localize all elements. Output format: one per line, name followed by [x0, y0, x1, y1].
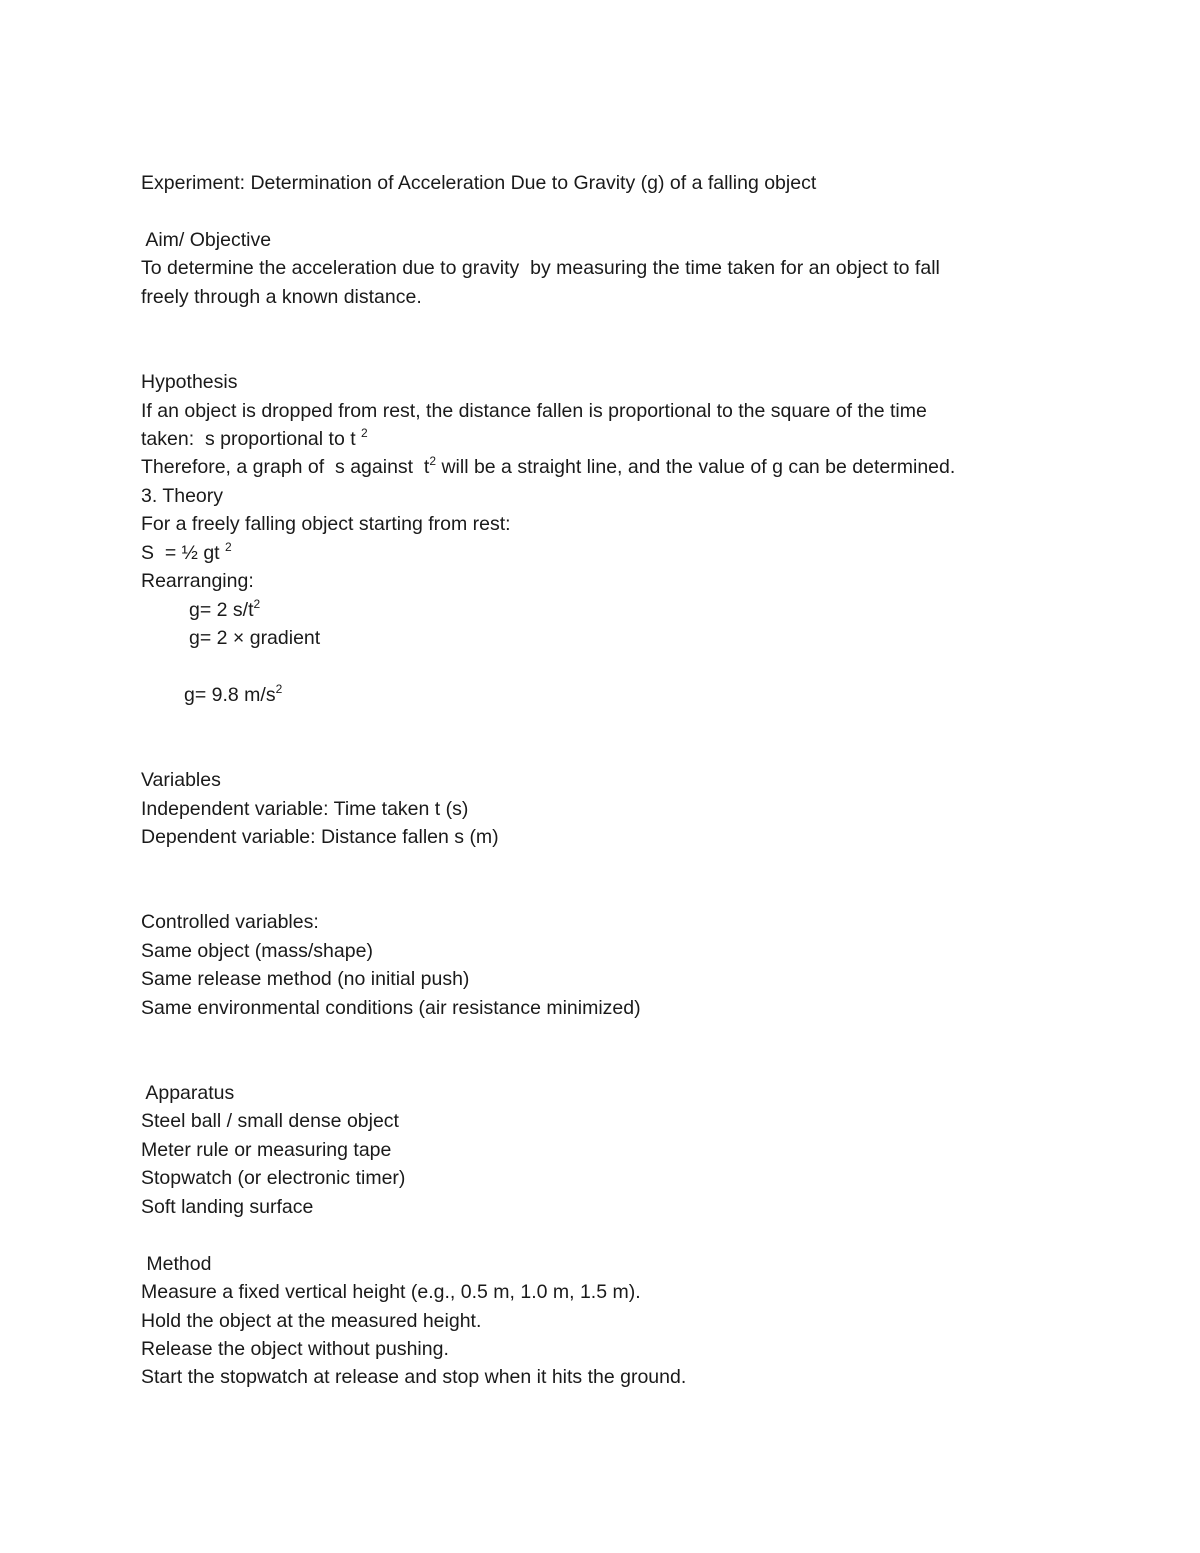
hypothesis-line-2: [141, 425, 1141, 453]
equation-2: [141, 596, 1141, 624]
spacer: [141, 852, 1141, 880]
apparatus-item: Stopwatch (or electronic timer): [141, 1167, 406, 1190]
rearranging-label: Rearranging:: [141, 570, 254, 593]
spacer: [141, 1221, 1141, 1249]
equation-2-text: g= 2 s/t: [189, 598, 254, 621]
superscript: 2: [429, 454, 437, 469]
method-step: Measure a fixed vertical height (e.g., 0.5 m, 1.0 m, 1.5 m).: [141, 1281, 641, 1304]
equation-3: g= 2 × gradient: [189, 627, 321, 649]
apparatus-heading: Apparatus: [141, 1082, 235, 1104]
spacer: [141, 1051, 1141, 1079]
method-step: Hold the object at the measured height.: [141, 1309, 482, 1332]
hypothesis-line-3a: Therefore, a graph of s against t: [141, 456, 430, 479]
spacer: [141, 1022, 1141, 1050]
method-step: Start the stopwatch at release and stop when it hits the ground.: [141, 1366, 687, 1389]
equation-1-text: S = ½ gt: [141, 541, 226, 564]
spacer: [141, 709, 1141, 737]
variables-heading: Variables: [141, 769, 221, 792]
dependent-variable: Dependent variable: Distance fallen s (m): [141, 826, 499, 849]
equation-4: [141, 681, 1141, 709]
spacer: [141, 340, 1141, 368]
hypothesis-line-3b: will be a straight line, and the value of g can be determined.: [436, 456, 956, 479]
superscript: 2: [361, 425, 368, 440]
theory-heading: 3. Theory: [141, 484, 224, 507]
apparatus-item: Steel ball / small dense object: [141, 1110, 399, 1133]
equation-4-text: g= 9.8 m/s: [184, 683, 276, 706]
spacer: [141, 880, 1141, 908]
hypothesis-line-2-text: taken: s proportional to t: [141, 427, 362, 450]
aim-heading: Aim/ Objective: [141, 228, 272, 251]
spacer: [141, 652, 1141, 680]
hypothesis-heading: Hypothesis: [141, 371, 238, 394]
aim-line-1: To determine the acceleration due to gravity by measuring the time taken for an object to fall: [141, 257, 940, 280]
spacer: [141, 197, 1141, 225]
document-title: Experiment: Determination of Acceleration Due to Gravity (g) of a falling object: [141, 172, 817, 194]
equation-1: [141, 539, 1141, 567]
controlled-item: Same environmental conditions (air resistance minimized): [141, 996, 641, 1019]
method-heading: Method: [141, 1252, 212, 1275]
controlled-item: Same object (mass/shape): [141, 939, 373, 962]
aim-line-2: freely through a known distance.: [141, 285, 422, 308]
superscript: 2: [225, 539, 232, 554]
apparatus-item: Meter rule or measuring tape: [141, 1138, 392, 1161]
theory-intro: For a freely falling object starting from rest:: [141, 513, 511, 536]
apparatus-item: Soft landing surface: [141, 1195, 314, 1218]
method-step: Release the object without pushing.: [141, 1337, 449, 1360]
hypothesis-line-1: If an object is dropped from rest, the distance fallen is proportional to the square of the time: [141, 399, 927, 422]
independent-variable: Independent variable: Time taken t (s): [141, 797, 469, 820]
spacer: [141, 738, 1141, 766]
spacer: [141, 311, 1141, 339]
superscript: 2: [275, 681, 283, 696]
hypothesis-line-3: [141, 453, 1141, 481]
document-page: [141, 169, 1141, 1392]
controlled-item: Same release method (no initial push): [141, 968, 470, 991]
superscript: 2: [253, 596, 261, 611]
controlled-heading: Controlled variables:: [141, 911, 319, 934]
